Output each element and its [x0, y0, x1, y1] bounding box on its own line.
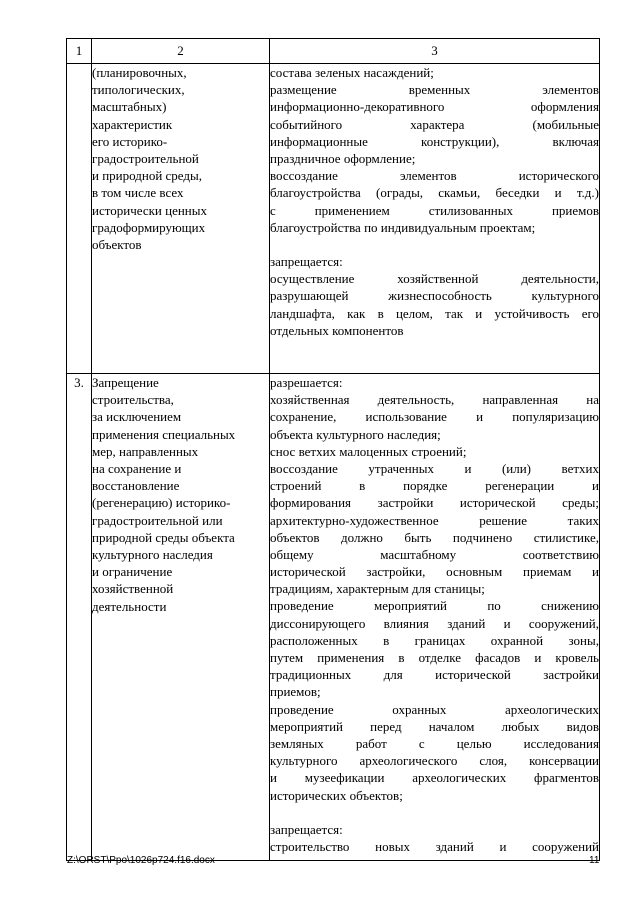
footer-file-path: Z:\ORST\Ppo\1026p724.f16.docx — [67, 855, 215, 866]
text-line: природной среды объекта — [92, 529, 235, 545]
header-col-1: 1 — [67, 39, 92, 64]
text-line: и ограничение — [92, 564, 173, 580]
header-col-2: 2 — [92, 39, 270, 64]
paragraph-gap — [270, 804, 599, 821]
text-line: объекта культурного наследия; — [270, 426, 441, 442]
row-number — [67, 64, 92, 374]
text-line: событийного характера (мобильные — [270, 116, 599, 132]
text-line: благоустройства (ограды, скамьи, беседки и т.д.) — [270, 185, 599, 201]
text-line: снос ветхих малоценных строений; — [270, 443, 467, 459]
text-line: и природной среды, — [92, 168, 202, 184]
text-line: разрушающей жизнеспособность культурного — [270, 288, 599, 304]
text-line: градостроительной — [92, 151, 199, 167]
text-line: масштабных) — [92, 99, 167, 115]
text-line: запрещается: — [270, 821, 343, 837]
table-row — [67, 64, 600, 374]
zone-regulations-cell — [270, 374, 600, 861]
text-line: информационные конструкции), включая — [270, 133, 599, 149]
paragraph-gap — [270, 236, 599, 253]
text-line: состава зеленых насаждений; — [270, 65, 434, 80]
text-line: запрещается: — [270, 254, 343, 270]
text-line: осуществление хозяйственной деятельности, — [270, 271, 599, 287]
text-line: (регенерацию) историко- — [92, 495, 231, 511]
header-col-3: 3 — [270, 39, 600, 64]
table-header-row — [67, 39, 600, 64]
zone-name-cell — [92, 64, 270, 374]
text-line: его историко- — [92, 133, 168, 149]
text-line: и музеефикации археологических фрагментов — [270, 770, 599, 786]
text-line: ландшафта, как в целом, так и устойчивость его — [270, 305, 599, 321]
text-line: приемов; — [270, 684, 321, 700]
text-line: информационно-декоративного оформления — [270, 99, 599, 115]
text-line: традиционных для исторической застройки — [270, 667, 599, 683]
text-line: воссоздание элементов исторического — [270, 168, 599, 184]
regulations-table — [66, 38, 600, 861]
text-line: разрешается: — [270, 375, 343, 390]
text-line: строений в порядке регенерации и — [270, 478, 599, 494]
text-line: воссоздание утраченных и (или) ветхих — [270, 460, 599, 476]
text-line: проведение мероприятий по снижению — [270, 598, 599, 614]
text-line: диссонирующего влияния зданий и сооружений, — [270, 615, 599, 631]
text-line: мероприятий перед началом любых видов — [270, 718, 599, 734]
text-line: благоустройства по индивидуальным проектам; — [270, 219, 536, 235]
zone-regulations-cell — [270, 64, 600, 374]
text-line: формирования застройки исторической среды; — [270, 495, 599, 511]
text-line: культурного наследия — [92, 547, 213, 563]
text-line: с применением стилизованных приемов — [270, 202, 599, 218]
text-line: праздничное оформление; — [270, 150, 416, 166]
text-line: объектов — [92, 237, 142, 253]
text-line: на сохранение и — [92, 461, 182, 477]
text-line: архитектурно-художественное решение таких — [270, 512, 599, 528]
text-line: применения специальных — [92, 426, 236, 442]
text-line: строительство новых зданий и сооружений — [270, 839, 599, 855]
text-line: за исключением — [92, 409, 182, 425]
row-number: 3. — [67, 374, 92, 861]
text-line: объектов должно быть подчинено стилистике, — [270, 529, 599, 545]
text-line: традициям, характерным для станицы; — [270, 581, 485, 597]
text-line: сохранение, использование и популяризацию — [270, 409, 599, 425]
text-line: общему масштабному соответствию — [270, 546, 599, 562]
text-line: проведение охранных археологических — [270, 701, 599, 717]
text-line: исторически ценных — [92, 202, 207, 218]
text-line: мер, направленных — [92, 443, 199, 459]
text-line: типологических, — [92, 82, 185, 98]
text-line: (планировочных, — [92, 65, 187, 80]
text-line: восстановление — [92, 478, 180, 494]
text-line: градоформирующих — [92, 219, 206, 235]
zone-name-cell — [92, 374, 270, 861]
table-row — [67, 374, 600, 861]
text-line: исторической застройки, основным приемам и — [270, 564, 599, 580]
text-line: строительства, — [92, 392, 174, 408]
text-line: отдельных компонентов — [270, 322, 404, 338]
text-line: хозяйственной — [92, 581, 174, 597]
text-line: земляных работ с целью исследования — [270, 735, 599, 751]
text-line: характеристик — [92, 116, 173, 132]
footer-page-number: 11 — [589, 855, 600, 866]
text-line: расположенных в границах охранной зоны, — [270, 632, 599, 648]
text-line: Запрещение — [92, 375, 159, 390]
text-line: размещение временных элементов — [270, 82, 599, 98]
text-line: хозяйственная деятельность, направленная на — [270, 392, 599, 408]
text-line: путем применения в отделке фасадов и кровель — [270, 650, 599, 665]
text-line: исторических объектов; — [270, 787, 403, 803]
text-line: в том числе всех — [92, 185, 184, 201]
text-line: градостроительной или — [92, 512, 223, 528]
text-line: культурного археологического слоя, консервации — [270, 753, 599, 769]
text-line: деятельности — [92, 598, 167, 614]
